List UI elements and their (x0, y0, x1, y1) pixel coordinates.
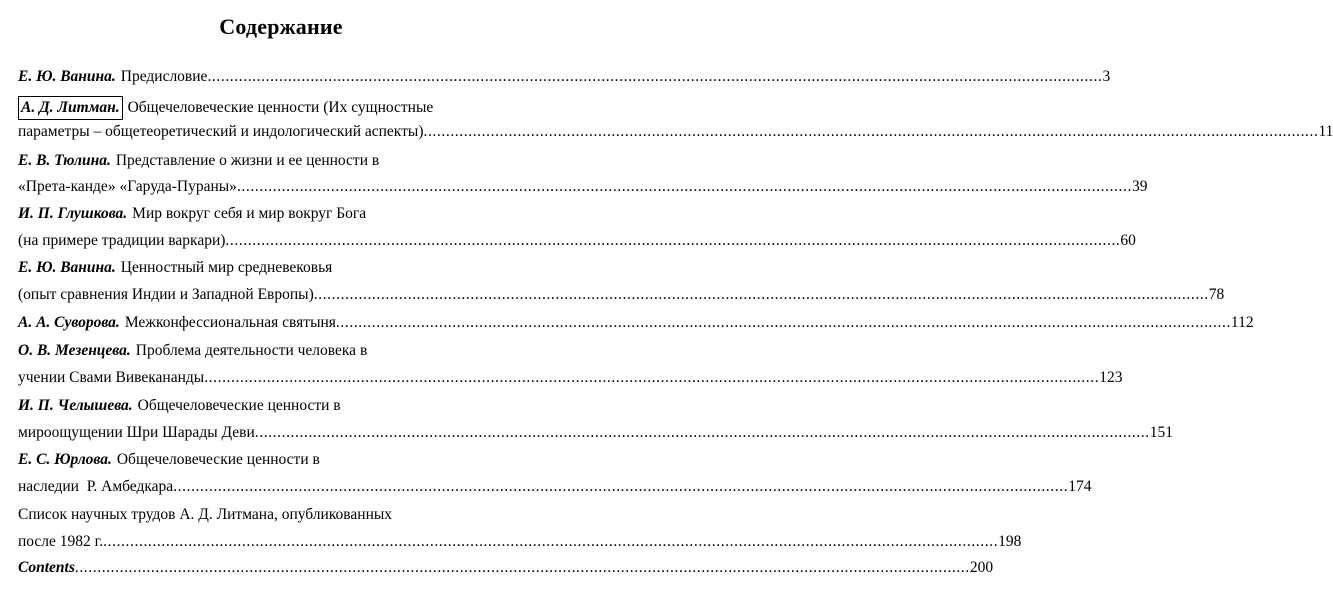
entry-title: Общечеловеческие ценности (Их сущностные (127, 99, 434, 116)
toc-entry-continuation (18, 230, 1136, 252)
entry-author: Е. Ю. Ванина. (18, 68, 116, 85)
dot-leader: ........................................................................................................................................................................................................ (254, 424, 1150, 441)
toc-entry (18, 395, 541, 417)
entry-author: Е. Ю. Ванина. (18, 259, 116, 276)
entry-page: 198 (998, 533, 1022, 550)
toc-entry (18, 504, 541, 526)
entry-title: Список научных трудов А. Д. Литмана, опубликованных (18, 506, 393, 523)
dot-leader: ........................................................................................................................................................................................................ (204, 369, 1100, 386)
entry-page: 39 (1131, 178, 1148, 195)
toc-entry (18, 312, 1254, 334)
dot-leader: ........................................................................................................................................................................................................ (103, 533, 999, 550)
toc-entry-continuation (18, 284, 1225, 306)
entry-title-continued: (опыт сравнения Индии и Западной Европы) (18, 286, 314, 303)
toc-entry-continuation (18, 367, 1123, 389)
dot-leader: ........................................................................................................................................................................................................ (173, 478, 1069, 495)
toc-entry (18, 150, 541, 172)
entry-title: Общечеловеческие ценности в (137, 397, 341, 414)
toc-entry (18, 340, 541, 362)
toc-entry (18, 96, 541, 118)
entry-title: Мир вокруг себя и мир вокруг Бога (132, 205, 367, 222)
entry-page: 174 (1068, 478, 1092, 495)
toc-entry (18, 557, 994, 579)
entry-page: 151 (1149, 424, 1173, 441)
entry-author: О. В. Мезенцева. (18, 342, 131, 359)
entry-author: И. П. Глушкова. (18, 205, 128, 222)
entry-title: Проблема деятельности человека в (135, 342, 368, 359)
entry-page: 78 (1208, 286, 1225, 303)
toc-entry (18, 257, 541, 279)
toc-entry-continuation (18, 176, 1148, 198)
toc-entry-continuation (18, 476, 1092, 498)
entry-title: Межконфессиональная святыня (124, 314, 336, 331)
entry-author: А. А. Суворова. (18, 314, 120, 331)
entry-author: Е. В. Тюлина. (18, 152, 111, 169)
toc-entry (18, 203, 541, 225)
entry-page: 200 (969, 559, 994, 576)
entry-title: Общечеловеческие ценности в (116, 451, 320, 468)
dot-leader: ........................................................................................................................................................................................................ (207, 68, 1103, 85)
dot-leader: ........................................................................................................................................................................................................ (423, 123, 1319, 140)
page-title: Содержание (219, 14, 343, 39)
entry-author: Е. С. Юрлова. (18, 451, 112, 468)
dot-leader: ........................................................................................................................................................................................................ (236, 178, 1132, 195)
entry-title-continued: «Прета-канде» «Гаруда-Пураны» (18, 178, 237, 195)
entry-title-continued: наследии Р. Амбедкара (18, 478, 174, 495)
entry-title-continued: мироощущении Шри Шарады Деви (18, 424, 255, 441)
entry-title-continued: после 1982 г. (18, 533, 104, 550)
entry-title: Предисловие (120, 68, 208, 85)
entry-page: 11 (1318, 123, 1333, 140)
entry-title: Представление о жизни и ее ценности в (115, 152, 380, 169)
dot-leader: ........................................................................................................................................................................................................ (335, 314, 1231, 331)
toc-entry-continuation (18, 422, 1173, 444)
toc-entry-continuation (18, 531, 1022, 553)
entry-title-continued: параметры – общетеоретический и индологический аспекты) (18, 123, 424, 140)
entry-page: 3 (1102, 68, 1111, 85)
dot-leader: ........................................................................................................................................................................................................ (313, 286, 1209, 303)
entry-title-contents: Contents (18, 559, 75, 576)
entry-author: И. П. Челышева. (18, 397, 133, 414)
dot-leader: ........................................................................................................................................................................................................ (225, 232, 1121, 249)
entry-title-continued: (на примере традиции варкари) (18, 232, 226, 249)
entry-page: 123 (1099, 369, 1123, 386)
toc-entry (18, 449, 541, 471)
toc-entry (18, 66, 1111, 88)
entry-title-continued: учении Свами Вивекананды (18, 369, 205, 386)
entry-page: 60 (1120, 232, 1136, 249)
entry-title: Ценностный мир средневековья (120, 259, 333, 276)
toc-entry-continuation (18, 121, 1333, 143)
entry-author-boxed: А. Д. Литман. (18, 96, 123, 120)
entry-page: 112 (1230, 314, 1254, 331)
dot-leader: ........................................................................................................................................................................................................ (74, 559, 970, 576)
